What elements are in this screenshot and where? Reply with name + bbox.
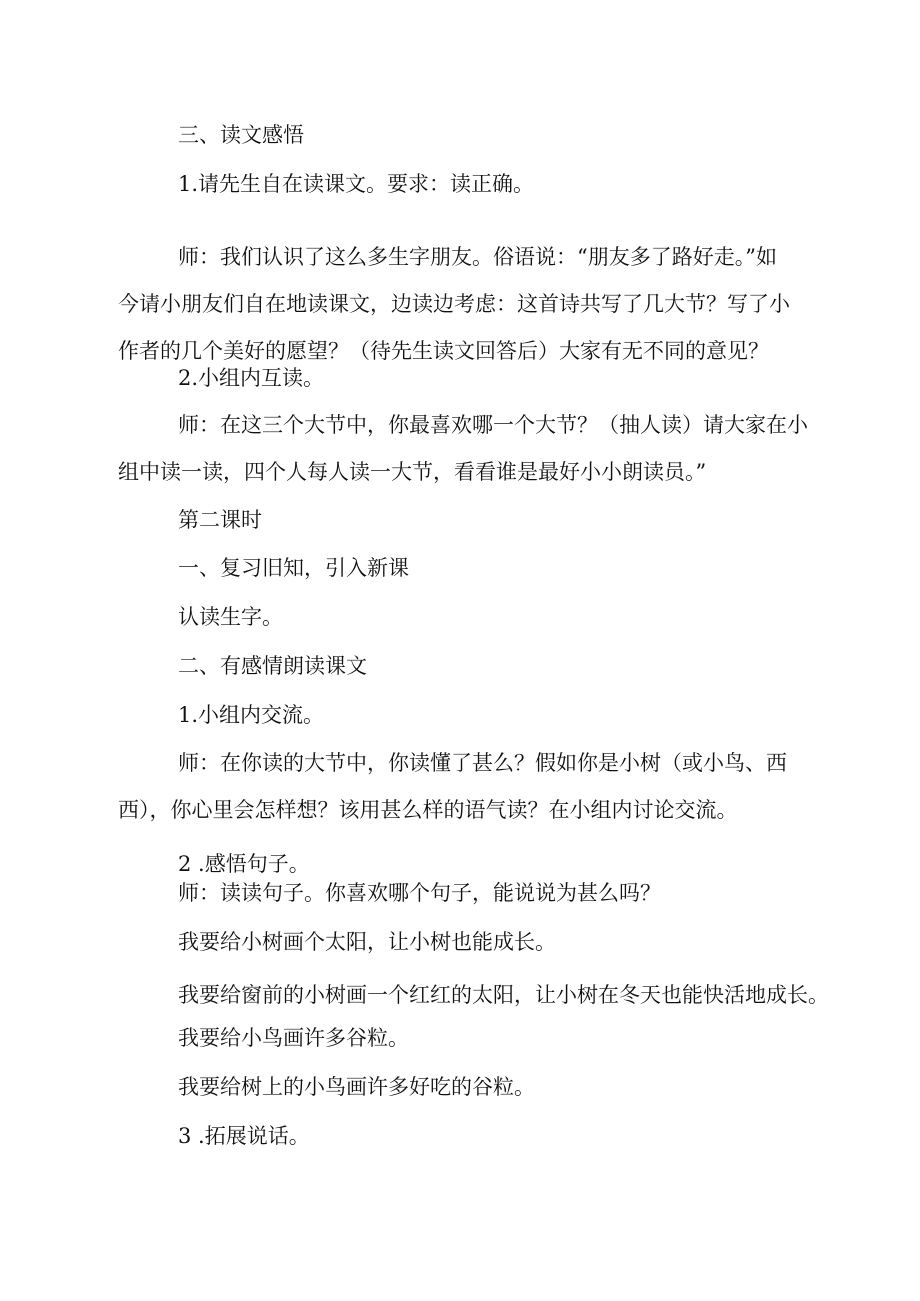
section-heading-expressive-reading — [178, 651, 798, 681]
text-line: 一、复习旧知，引入新课 — [178, 556, 409, 580]
text-line: 今请小朋友们自在地读课文，边读边考虑：这首诗共写了几大节？写了小 — [118, 292, 790, 316]
example-sentence-1 — [178, 927, 798, 957]
section-heading-review — [178, 553, 798, 583]
text-line: 我要给小树画个太阳，让小树也能成长。 — [178, 930, 556, 954]
text-line: 2 .感悟句子。 — [178, 852, 310, 876]
text-line: 师：在你读的大节中，你读懂了甚么？假如你是小树（或小鸟、西 — [178, 751, 787, 775]
step-2-feel-sentences — [178, 849, 798, 879]
step-1-group-exchange — [178, 700, 798, 730]
text-line: 师：我们认识了这么多生字朋友。俗语说：“朋友多了路好走。”如 — [178, 245, 777, 269]
text-line: 师：读读句子。你喜欢哪个句子，能说说为甚么吗？ — [178, 881, 661, 905]
text-line: 我要给小鸟画许多谷粒。 — [178, 1026, 409, 1050]
example-sentence-4 — [178, 1072, 798, 1102]
lesson-two-heading — [178, 505, 798, 535]
example-sentence-3 — [178, 1023, 798, 1053]
teacher-dialogue-4 — [178, 878, 798, 908]
text-line: 作者的几个美好的愿望？（待先生读文回答后）大家有无不同的意见？ — [118, 339, 769, 363]
text-line: 组中读一读，四个人每人读一大节，看看谁是最好小小朗读员。” — [118, 460, 707, 484]
section-heading-reading — [178, 120, 798, 150]
text-line: 认读生字。 — [178, 605, 283, 629]
text-line: 我要给树上的小鸟画许多好吃的谷粒。 — [178, 1075, 535, 1099]
text-line: 三、读文感悟 — [178, 123, 304, 147]
teacher-dialogue-2 — [118, 410, 808, 487]
text-line: 1.请先生自在读课文。要求：读正确。 — [178, 172, 535, 196]
teacher-dialogue-1 — [118, 242, 798, 366]
text-line: 2.小组内互读。 — [178, 366, 325, 390]
text-line: 西），你心里会怎样想？该用甚么样的语气读？在小组内讨论交流。 — [118, 798, 738, 822]
text-line: 师：在这三个大节中，你最喜欢哪一个大节？（抽人读）请大家在小 — [178, 413, 808, 437]
text-line: 3 .拓展说话。 — [178, 1124, 310, 1148]
text-line: 二、有感情朗读课文 — [178, 654, 367, 678]
text-line: 我要给窗前的小树画一个红红的太阳，让小树在冬天也能快活地成长。 — [178, 983, 829, 1007]
teacher-dialogue-3 — [118, 748, 798, 825]
text-line: 1.小组内交流。 — [178, 703, 325, 727]
review-characters — [178, 602, 798, 632]
step-1-free-reading — [178, 169, 798, 199]
example-sentence-2 — [178, 980, 829, 1010]
text-line: 第二课时 — [178, 508, 262, 532]
step-3-extended-speaking — [178, 1121, 798, 1151]
step-2-group-reading — [178, 363, 798, 393]
